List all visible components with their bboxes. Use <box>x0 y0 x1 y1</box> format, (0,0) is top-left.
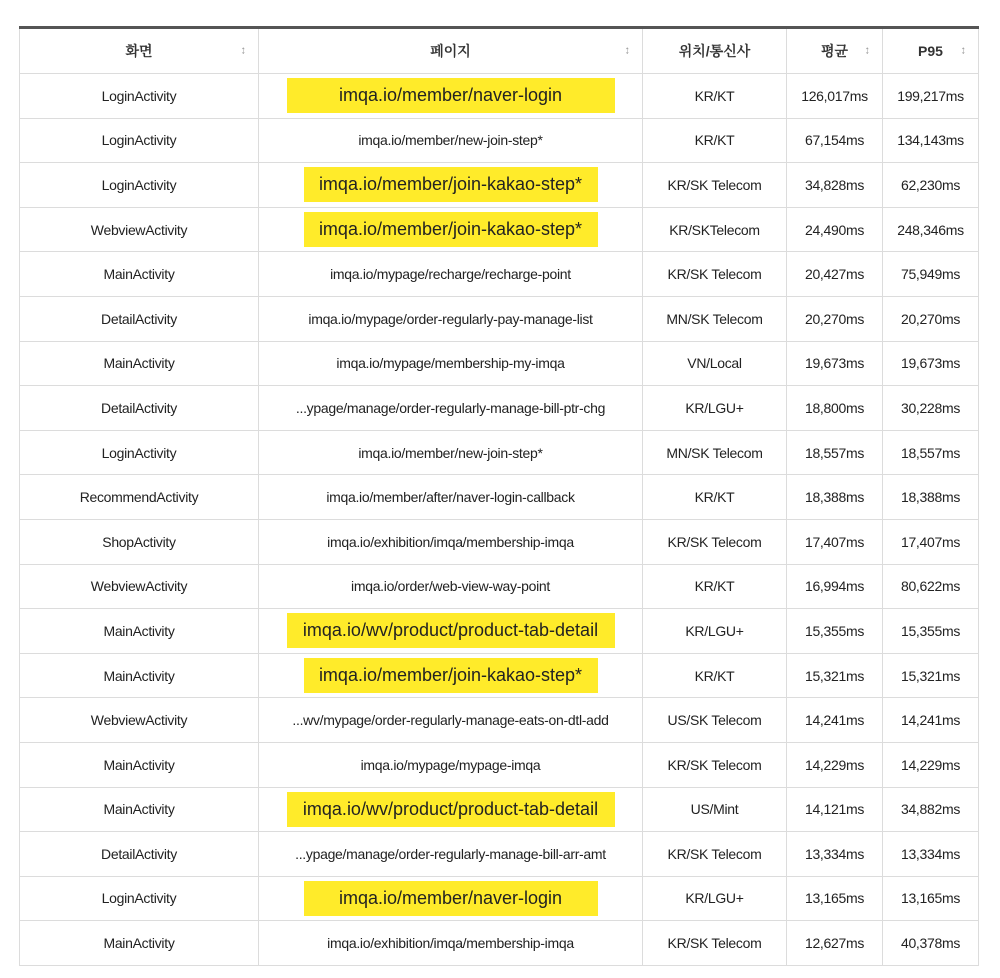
cell-p95 <box>883 74 979 119</box>
cell-screen-text: LoginActivity <box>101 176 177 193</box>
cell-screen-text: DetailActivity <box>101 845 177 862</box>
cell-average <box>787 118 883 163</box>
cell-screen-text: LoginActivity <box>101 444 177 461</box>
cell-average-text: 15,355ms <box>804 622 865 639</box>
table-header-row <box>20 28 979 74</box>
cell-page <box>259 74 643 119</box>
column-header-page[interactable] <box>259 28 643 74</box>
table-row[interactable] <box>20 519 979 564</box>
sort-icon[interactable]: ↕ <box>624 44 630 57</box>
cell-screen-text: MainActivity <box>103 667 175 684</box>
cell-screen-text: MainActivity <box>103 935 175 952</box>
cell-p95 <box>883 609 979 654</box>
cell-location-text: KR/SK Telecom <box>667 845 762 862</box>
cell-location <box>643 386 787 431</box>
cell-average-text: 126,017ms <box>801 87 868 104</box>
cell-page-text: imqa.io/member/after/naver-login-callback <box>326 489 575 506</box>
cell-page-text: imqa.io/member/new-join-step* <box>358 444 543 461</box>
table-row[interactable] <box>20 564 979 609</box>
cell-location <box>643 564 787 609</box>
cell-page-text: ...ypage/manage/order-regularly-manage-bill-ptr-chg <box>295 399 606 416</box>
table-row[interactable] <box>20 787 979 832</box>
cell-screen <box>20 653 259 698</box>
cell-p95 <box>883 163 979 208</box>
cell-average <box>787 653 883 698</box>
cell-average <box>787 609 883 654</box>
cell-p95-text: 15,321ms <box>900 667 961 684</box>
highlighted-page-text: imqa.io/member/naver-login <box>287 78 615 113</box>
performance-table-container <box>19 26 978 966</box>
table-row[interactable] <box>20 341 979 386</box>
cell-screen-text: WebviewActivity <box>90 578 188 595</box>
table-body <box>20 74 979 966</box>
cell-p95 <box>883 787 979 832</box>
cell-p95 <box>883 698 979 743</box>
cell-location <box>643 296 787 341</box>
cell-page-text: imqa.io/mypage/recharge/recharge-point <box>330 266 571 283</box>
cell-p95-text: 62,230ms <box>900 176 961 193</box>
cell-location-text: KR/KT <box>694 578 735 595</box>
cell-location <box>643 519 787 564</box>
cell-screen <box>20 609 259 654</box>
cell-screen-text: DetailActivity <box>101 399 177 416</box>
cell-page-text: imqa.io/exhibition/imqa/membership-imqa <box>327 533 574 550</box>
cell-average <box>787 341 883 386</box>
cell-page <box>259 341 643 386</box>
cell-average <box>787 787 883 832</box>
cell-page-text: imqa.io/mypage/membership-my-imqa <box>336 355 565 372</box>
table-row[interactable] <box>20 475 979 520</box>
cell-page <box>259 921 643 966</box>
cell-average <box>787 564 883 609</box>
cell-screen <box>20 386 259 431</box>
cell-page <box>259 564 643 609</box>
cell-average <box>787 832 883 877</box>
cell-average-text: 24,490ms <box>804 221 865 238</box>
cell-page <box>259 207 643 252</box>
cell-p95-text: 14,229ms <box>900 756 961 773</box>
highlighted-page-text: imqa.io/member/join-kakao-step* <box>304 658 598 693</box>
cell-average-text: 14,241ms <box>804 712 865 729</box>
cell-average <box>787 163 883 208</box>
cell-location-text: KR/SK Telecom <box>667 533 762 550</box>
cell-p95 <box>883 430 979 475</box>
cell-screen-text: RecommendActivity <box>79 489 199 506</box>
cell-page <box>259 386 643 431</box>
cell-page <box>259 163 643 208</box>
column-header-location-label: 위치/통신사 <box>678 43 751 59</box>
sort-icon[interactable]: ↕ <box>960 44 966 57</box>
cell-average <box>787 207 883 252</box>
highlighted-page-text: imqa.io/member/join-kakao-step* <box>304 167 598 202</box>
cell-average <box>787 475 883 520</box>
table-row[interactable] <box>20 118 979 163</box>
cell-screen-text: WebviewActivity <box>90 221 188 238</box>
cell-average-text: 12,627ms <box>804 935 865 952</box>
cell-p95 <box>883 341 979 386</box>
cell-p95-text: 40,378ms <box>900 935 961 952</box>
cell-location-text: VN/Local <box>687 355 742 372</box>
column-header-page-label: 페이지 <box>430 43 471 59</box>
cell-location-text: US/SK Telecom <box>667 712 762 729</box>
cell-page <box>259 787 643 832</box>
table-row[interactable] <box>20 74 979 119</box>
cell-location <box>643 475 787 520</box>
cell-page-text: imqa.io/mypage/mypage-imqa <box>360 756 541 773</box>
table-row[interactable] <box>20 876 979 921</box>
cell-p95 <box>883 475 979 520</box>
cell-screen <box>20 207 259 252</box>
cell-p95-text: 19,673ms <box>900 355 961 372</box>
cell-screen <box>20 118 259 163</box>
cell-p95-text: 13,334ms <box>900 845 961 862</box>
column-header-average-label: 평균 <box>820 43 849 59</box>
cell-p95 <box>883 296 979 341</box>
cell-location-text: KR/SK Telecom <box>667 935 762 952</box>
cell-p95 <box>883 876 979 921</box>
cell-location <box>643 341 787 386</box>
cell-p95-text: 199,217ms <box>897 87 964 104</box>
cell-average <box>787 921 883 966</box>
cell-location-text: KR/KT <box>694 87 735 104</box>
cell-screen-text: WebviewActivity <box>90 712 188 729</box>
cell-screen-text: DetailActivity <box>101 310 177 327</box>
table-row[interactable] <box>20 921 979 966</box>
cell-average <box>787 698 883 743</box>
table-row[interactable] <box>20 296 979 341</box>
cell-screen <box>20 698 259 743</box>
cell-p95 <box>883 207 979 252</box>
cell-page-text: imqa.io/exhibition/imqa/membership-imqa <box>327 935 574 952</box>
cell-screen <box>20 296 259 341</box>
column-header-average[interactable] <box>787 28 883 74</box>
cell-location-text: KR/LGU+ <box>685 399 744 416</box>
highlighted-page-text: imqa.io/member/naver-login <box>304 881 598 916</box>
cell-page <box>259 698 643 743</box>
cell-average <box>787 742 883 787</box>
cell-screen-text: MainActivity <box>103 355 175 372</box>
cell-screen <box>20 252 259 297</box>
cell-p95-text: 134,143ms <box>897 132 964 149</box>
cell-p95 <box>883 564 979 609</box>
highlighted-page-text: imqa.io/member/join-kakao-step* <box>304 212 598 247</box>
cell-location-text: MN/SK Telecom <box>666 310 763 327</box>
cell-average-text: 19,673ms <box>804 355 865 372</box>
cell-average-text: 13,165ms <box>804 890 865 907</box>
cell-location-text: US/Mint <box>690 801 739 818</box>
cell-page-text: imqa.io/mypage/order-regularly-pay-manage-list <box>308 310 593 327</box>
cell-p95-text: 20,270ms <box>900 310 961 327</box>
cell-screen <box>20 921 259 966</box>
cell-average-text: 15,321ms <box>804 667 865 684</box>
cell-location-text: KR/LGU+ <box>685 622 744 639</box>
cell-screen <box>20 876 259 921</box>
column-header-screen-label: 화면 <box>125 43 153 59</box>
cell-average-text: 34,828ms <box>804 176 865 193</box>
cell-average <box>787 430 883 475</box>
cell-page <box>259 475 643 520</box>
cell-average <box>787 876 883 921</box>
cell-average-text: 18,800ms <box>804 399 865 416</box>
cell-screen <box>20 832 259 877</box>
cell-average <box>787 296 883 341</box>
cell-screen-text: LoginActivity <box>101 132 177 149</box>
cell-average-text: 67,154ms <box>804 132 865 149</box>
cell-location-text: KR/SK Telecom <box>667 266 762 283</box>
cell-location <box>643 921 787 966</box>
cell-p95-text: 18,388ms <box>900 489 961 506</box>
cell-p95-text: 248,346ms <box>897 221 964 238</box>
table-row[interactable] <box>20 832 979 877</box>
table-row[interactable] <box>20 252 979 297</box>
cell-p95 <box>883 921 979 966</box>
cell-page-text: imqa.io/member/new-join-step* <box>358 132 543 149</box>
highlighted-page-text: imqa.io/wv/product/product-tab-detail <box>287 792 615 827</box>
cell-p95-text: 18,557ms <box>900 444 961 461</box>
cell-p95-text: 30,228ms <box>900 399 961 416</box>
cell-average-text: 14,229ms <box>804 756 865 773</box>
cell-page <box>259 609 643 654</box>
cell-p95 <box>883 118 979 163</box>
cell-location-text: KR/SK Telecom <box>667 756 762 773</box>
cell-p95-text: 34,882ms <box>900 801 961 818</box>
performance-table <box>19 26 979 966</box>
cell-screen-text: LoginActivity <box>101 890 177 907</box>
cell-p95-text: 80,622ms <box>900 578 961 595</box>
cell-page-text: imqa.io/order/web-view-way-point <box>351 578 550 595</box>
column-header-location <box>643 28 787 74</box>
cell-location <box>643 653 787 698</box>
cell-screen <box>20 475 259 520</box>
cell-screen <box>20 519 259 564</box>
sort-icon[interactable]: ↕ <box>240 44 246 57</box>
column-header-p95[interactable] <box>883 28 979 74</box>
cell-page-text: ...wv/mypage/order-regularly-manage-eats-on-dtl-add <box>292 712 609 729</box>
table-row[interactable] <box>20 386 979 431</box>
table-row[interactable] <box>20 653 979 698</box>
cell-location-text: KR/LGU+ <box>685 890 744 907</box>
cell-screen-text: MainActivity <box>103 622 175 639</box>
cell-page <box>259 252 643 297</box>
cell-page <box>259 296 643 341</box>
cell-average <box>787 386 883 431</box>
cell-page <box>259 832 643 877</box>
cell-page <box>259 430 643 475</box>
cell-average <box>787 74 883 119</box>
cell-p95 <box>883 653 979 698</box>
cell-location <box>643 163 787 208</box>
highlighted-page-text: imqa.io/wv/product/product-tab-detail <box>287 613 615 648</box>
cell-average-text: 14,121ms <box>804 801 865 818</box>
cell-location <box>643 430 787 475</box>
column-header-p95-label: P95 <box>918 43 943 59</box>
cell-location-text: KR/SK Telecom <box>667 176 762 193</box>
cell-p95 <box>883 742 979 787</box>
cell-location <box>643 74 787 119</box>
cell-location <box>643 207 787 252</box>
cell-page <box>259 653 643 698</box>
cell-location-text: MN/SK Telecom <box>666 444 763 461</box>
cell-p95 <box>883 252 979 297</box>
cell-p95-text: 75,949ms <box>900 266 961 283</box>
cell-screen <box>20 787 259 832</box>
cell-average-text: 13,334ms <box>804 845 865 862</box>
cell-p95-text: 13,165ms <box>900 890 961 907</box>
cell-screen-text: ShopActivity <box>102 533 176 550</box>
table-row[interactable] <box>20 430 979 475</box>
cell-location <box>643 742 787 787</box>
cell-location <box>643 832 787 877</box>
cell-location <box>643 876 787 921</box>
cell-average-text: 20,427ms <box>804 266 865 283</box>
table-row[interactable] <box>20 163 979 208</box>
cell-average-text: 17,407ms <box>804 533 865 550</box>
cell-location-text: KR/KT <box>694 667 735 684</box>
cell-p95-text: 17,407ms <box>900 533 961 550</box>
cell-p95-text: 14,241ms <box>900 712 961 729</box>
cell-location-text: KR/SKTelecom <box>669 221 760 238</box>
cell-screen <box>20 742 259 787</box>
cell-p95-text: 15,355ms <box>900 622 961 639</box>
table-row[interactable] <box>20 698 979 743</box>
cell-screen <box>20 430 259 475</box>
cell-screen <box>20 163 259 208</box>
cell-screen-text: LoginActivity <box>101 87 177 104</box>
cell-screen <box>20 74 259 119</box>
cell-screen <box>20 341 259 386</box>
cell-screen-text: MainActivity <box>103 801 175 818</box>
cell-screen <box>20 564 259 609</box>
table-row[interactable] <box>20 742 979 787</box>
cell-average-text: 20,270ms <box>804 310 865 327</box>
cell-page-text: ...ypage/manage/order-regularly-manage-bill-arr-amt <box>295 845 606 862</box>
cell-page <box>259 519 643 564</box>
cell-location <box>643 698 787 743</box>
cell-average-text: 18,557ms <box>804 444 865 461</box>
cell-location <box>643 787 787 832</box>
cell-page <box>259 876 643 921</box>
cell-location-text: KR/KT <box>694 489 735 506</box>
cell-screen-text: MainActivity <box>103 266 175 283</box>
cell-p95 <box>883 519 979 564</box>
cell-average <box>787 519 883 564</box>
cell-location-text: KR/KT <box>694 132 735 149</box>
column-header-screen[interactable] <box>20 28 259 74</box>
cell-p95 <box>883 832 979 877</box>
cell-page <box>259 742 643 787</box>
cell-location <box>643 609 787 654</box>
cell-page <box>259 118 643 163</box>
cell-average-text: 16,994ms <box>804 578 865 595</box>
cell-average-text: 18,388ms <box>804 489 865 506</box>
cell-location <box>643 252 787 297</box>
cell-screen-text: MainActivity <box>103 756 175 773</box>
cell-location <box>643 118 787 163</box>
cell-p95 <box>883 386 979 431</box>
table-row[interactable] <box>20 609 979 654</box>
sort-icon[interactable]: ↕ <box>864 44 870 57</box>
table-row[interactable] <box>20 207 979 252</box>
cell-average <box>787 252 883 297</box>
